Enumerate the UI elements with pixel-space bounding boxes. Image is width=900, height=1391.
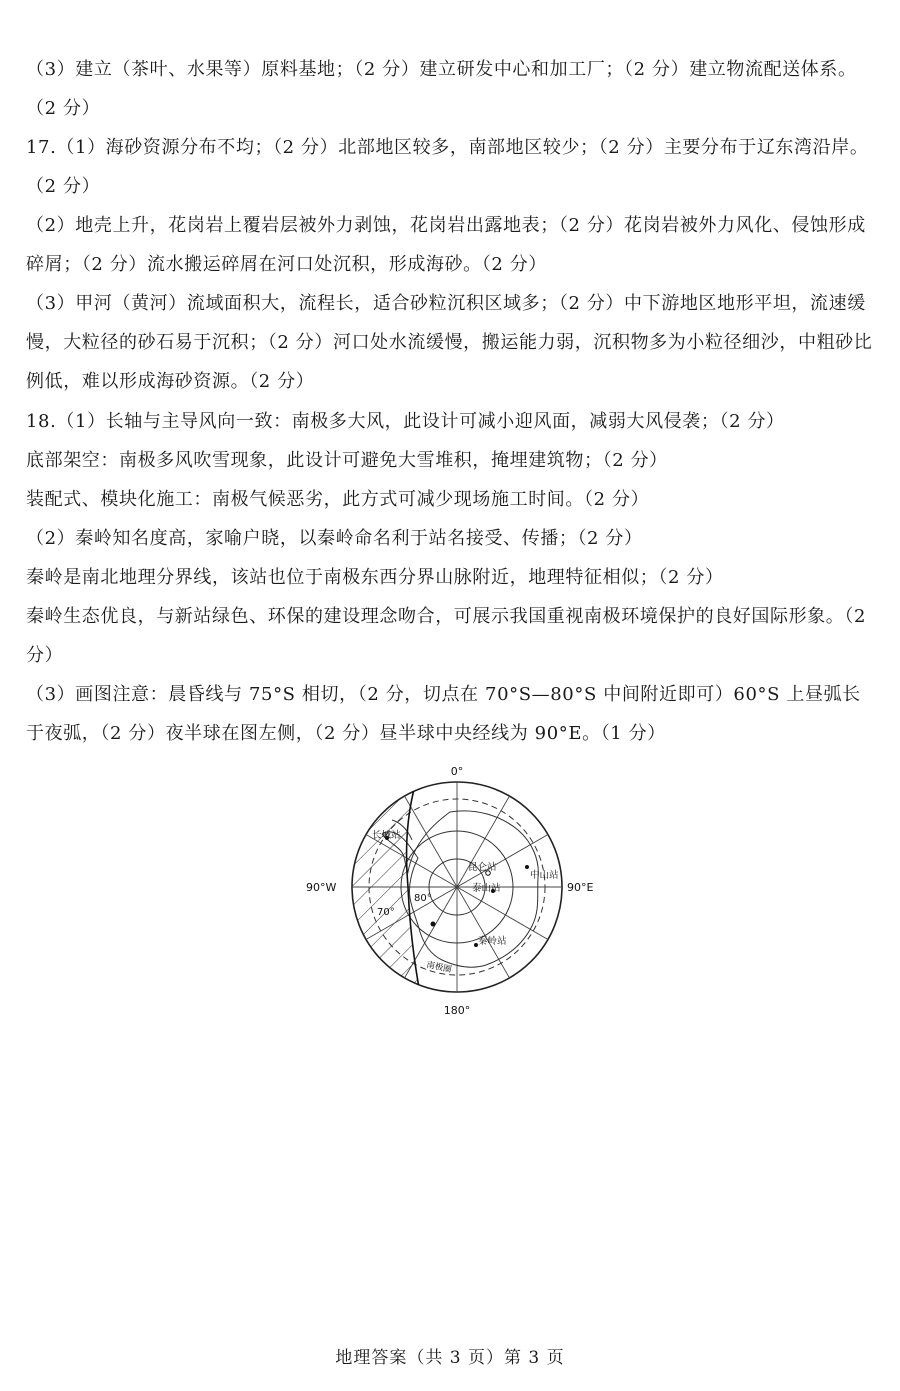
label-changcheng: 长城站 [372, 830, 401, 841]
label-qinling: 秦岭站 [478, 936, 507, 947]
paragraph-17-1: 17.（1）海砂资源分布不均；（2 分）北部地区较多，南部地区较少；（2 分）主要分布于辽东湾沿岸。（2 分） [26, 137, 869, 197]
paragraph-18-2c: 秦岭生态优良，与新站绿色、环保的建设理念吻合，可展示我国重视南极环境保护的良好国际形象。（2 分） [26, 606, 867, 666]
label-180-deg: 180° [443, 1004, 471, 1017]
antarctic-polar-map [300, 760, 600, 1020]
label-kunlun: 昆仑站 [468, 862, 497, 873]
paragraph-18-2b: 秦岭是南北地理分界线，该站也位于南极东西分界山脉附近，地理特征相似；（2 分） [26, 567, 724, 588]
tangent-point-marker [431, 922, 436, 927]
label-90e: 90°E [567, 881, 594, 894]
label-zhongshan: 中山站 [530, 870, 559, 881]
label-lat-80: 80° [414, 893, 432, 904]
polar-map-svg [300, 760, 600, 1020]
paragraph-18-1a: 18.（1）长轴与主导风向一致：南极多大风，此设计可减小迎风面，减弱大风侵袭；（2 分） [26, 411, 785, 432]
paragraph-18-1c: 装配式、模块化施工：南极气候恶劣，此方式可减少现场施工时间。（2 分） [26, 489, 650, 510]
paragraph-17-2: （2）地壳上升，花岗岩上覆岩层被外力剥蚀，花岗岩出露地表；（2 分）花岗岩被外力风化、侵蚀形成碎屑；（2 分）流水搬运碎屑在河口处沉积，形成海砂。（2 分） [26, 215, 866, 275]
label-antarctic-circle: 南极圈 [425, 960, 453, 976]
night-hemisphere-hatch [300, 760, 600, 1020]
label-0-deg: 0° [450, 765, 464, 778]
label-90w: 90°W [306, 881, 337, 894]
paragraph-17-3: （3）甲河（黄河）流域面积大，流程长，适合砂粒沉积区域多；（2 分）中下游地区地形平坦，流速缓慢，大粒径的砂石易于沉积；（2 分）河口处水流缓慢，搬运能力弱，沉积物多为小粒径细沙，中粗砂比例低，难以形成海砂资源。（2 分） [26, 293, 873, 392]
paragraph-18-1b: 底部架空：南极多风吹雪现象，此设计可避免大雪堆积，掩埋建筑物；（2 分） [26, 450, 668, 471]
paragraph-16-3: （3）建立（茶叶、水果等）原料基地；（2 分）建立研发中心和加工厂；（2 分）建立物流配送体系。（2 分） [26, 59, 857, 119]
label-lat-70: 70° [377, 907, 395, 918]
paragraph-18-3: （3）画图注意：晨昏线与 75°S 相切，（2 分，切点在 70°S—80°S 中间附近即可）60°S 上昼弧长于夜弧，（2 分）夜半球在图左侧，（2 分）昼半球中央经线为 90°E。（1 分） [26, 684, 861, 744]
paragraph-18-2a: （2）秦岭知名度高，家喻户晓，以秦岭命名利于站名接受、传播；（2 分） [26, 528, 643, 549]
page-footer: 地理答案（共 3 页）第 3 页 [335, 1348, 565, 1368]
zhongshan-station-marker [525, 865, 529, 869]
label-taishan: 泰山站 [472, 883, 501, 894]
